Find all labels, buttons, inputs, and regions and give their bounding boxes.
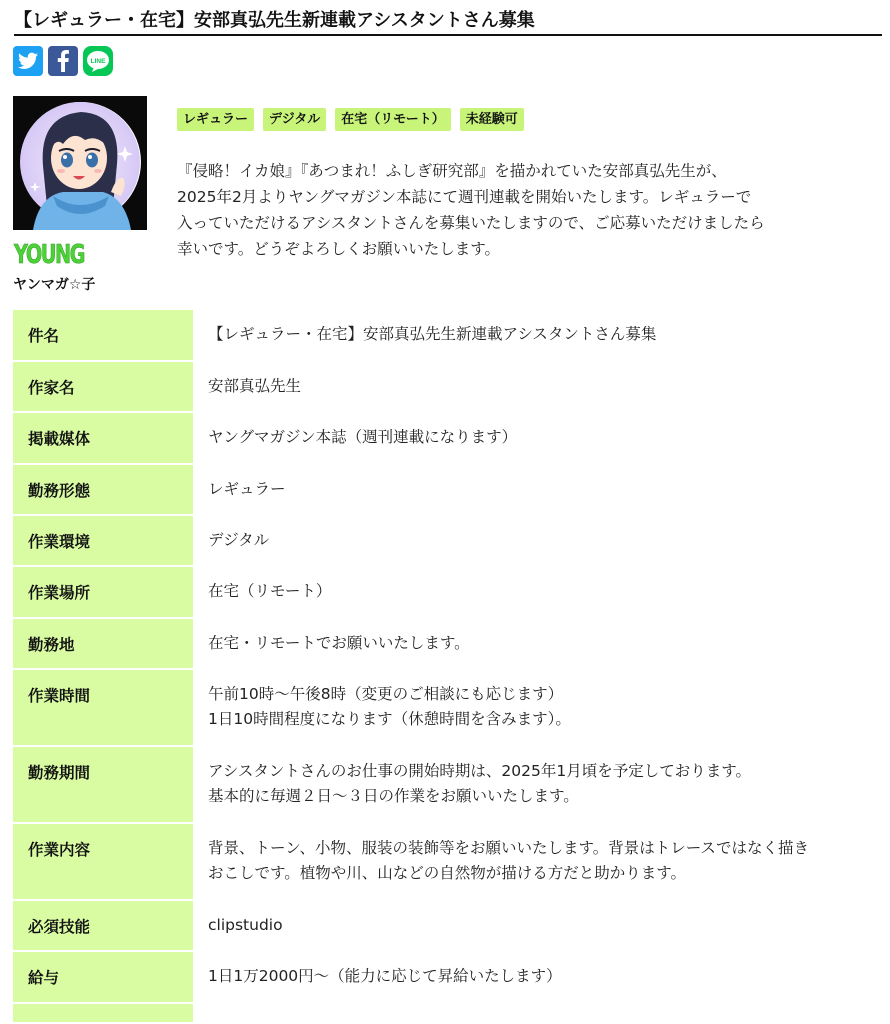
row-value: 背景、トーン、小物、服装の装飾等をお願いいたします。背景はトレースではなく描き おこしです。植物や川、山などの自然物が描ける方だと助かります。 (208, 839, 809, 882)
poster-avatar (13, 96, 147, 230)
table-row (13, 310, 882, 362)
row-value: 在宅・リモートでお願いいたします。 (208, 634, 470, 652)
row-value: ヤングマガジン本誌（週刊連載になります） (208, 428, 518, 446)
row-label: 作業時間 (13, 670, 193, 745)
intro-line: 2025年2月よりヤングマガジン本誌にて週刊連載を開始いたします。レギュラーで (177, 188, 752, 206)
tag-list (177, 108, 524, 131)
row-label: 作業環境 (13, 516, 193, 565)
row-label: 勤務期間 (13, 747, 193, 822)
row-value: 在宅（リモート） (208, 582, 332, 600)
row-value: 1日1万2000円〜（能力に応じて昇給いたします） (208, 967, 562, 985)
table-row (13, 952, 882, 1004)
facebook-icon (56, 50, 70, 72)
row-label: 作家名 (13, 362, 193, 411)
twitter-share-button[interactable] (13, 46, 43, 76)
row-label: 勤務形態 (13, 465, 193, 514)
intro-line: 幸いです。どうぞよろしくお願いいたします。 (177, 240, 501, 258)
row-value: デジタル (208, 531, 270, 549)
line-icon (86, 50, 110, 72)
row-value: 安部真弘先生 (208, 377, 302, 395)
tag-no-experience[interactable]: 未経験可 (460, 108, 524, 131)
logo-text: YOUNG (13, 240, 85, 270)
row-label: 掲載媒体 (13, 413, 193, 463)
facebook-share-button[interactable] (48, 46, 78, 76)
table-row (13, 670, 882, 747)
table-row (13, 747, 882, 824)
row-value (193, 1004, 882, 1022)
row-label: 給与 (13, 952, 193, 1002)
table-row (13, 567, 882, 619)
page-title: 【レギュラー・在宅】安部真弘先生新連載アシスタントさん募集 (14, 10, 882, 36)
row-label: 作業内容 (13, 824, 193, 899)
tag-regular[interactable]: レギュラー (177, 108, 254, 131)
tag-remote[interactable]: 在宅（リモート） (335, 108, 450, 131)
young-magazine-logo (14, 236, 86, 268)
table-row (13, 619, 882, 670)
line-share-button[interactable] (83, 46, 113, 76)
twitter-icon (18, 52, 38, 70)
intro-text (177, 158, 837, 262)
table-row (13, 1004, 882, 1024)
table-row (13, 516, 882, 567)
row-value: 【レギュラー・在宅】安部真弘先生新連載アシスタントさん募集 (208, 325, 657, 343)
row-label: 勤務地 (13, 619, 193, 668)
share-buttons (13, 46, 113, 76)
tag-digital[interactable]: デジタル (263, 108, 326, 131)
table-row (13, 465, 882, 516)
row-label (13, 1004, 193, 1022)
intro-line: 入っていただけるアシスタントさんを募集いたしますので、ご応募いただけましたら (177, 214, 765, 232)
row-value: アシスタントさんのお仕事の開始時期は、2025年1月頃を予定しております。 基本的に毎週２日〜３日の作業をお願いいたします。 (208, 762, 751, 805)
row-label: 必須技能 (13, 901, 193, 950)
avatar-illustration (13, 96, 147, 230)
table-row (13, 413, 882, 465)
row-value: レギュラー (208, 480, 286, 498)
intro-line: 『侵略！イカ娘』『あつまれ！ふしぎ研究部』を描かれていた安部真弘先生が、 (177, 162, 727, 180)
row-label: 作業場所 (13, 567, 193, 617)
table-row (13, 362, 882, 413)
job-details-table (13, 310, 882, 1024)
poster-name: ヤンマガ☆子 (13, 277, 96, 293)
row-value: clipstudio (208, 916, 283, 934)
line-icon-label: LINE (90, 58, 106, 65)
row-value: 午前10時〜午後8時（変更のご相談にも応じます） 1日10時間程度になります（休憩時間を含みます）。 (208, 685, 571, 728)
table-row (13, 901, 882, 952)
row-label: 件名 (13, 310, 193, 360)
table-row (13, 824, 882, 901)
